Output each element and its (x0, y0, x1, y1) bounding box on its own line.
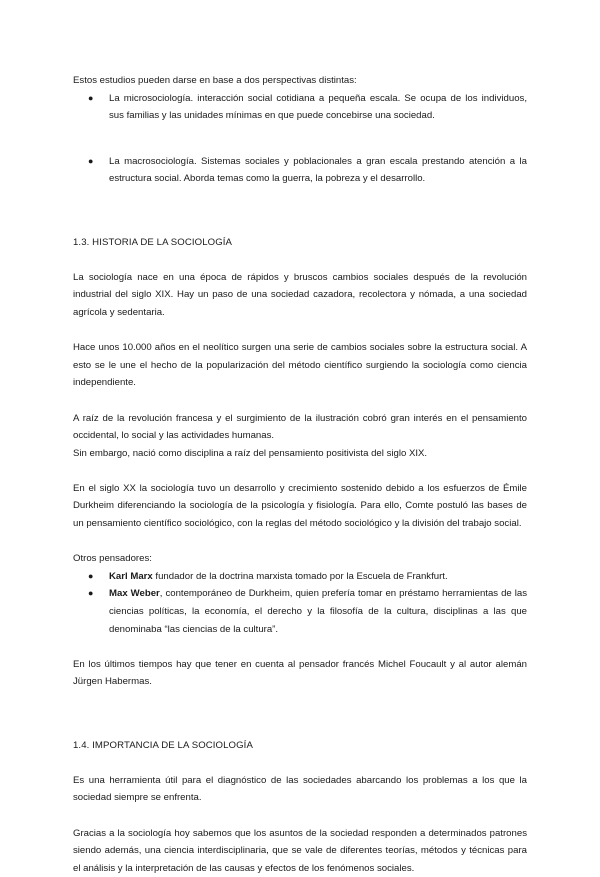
other-thinkers-label: Otros pensadores: (73, 553, 152, 565)
list-item (73, 568, 527, 586)
bullet-icon: ● (88, 155, 94, 166)
history-paragraph-5: En los últimos tiempos hay que tener en cuenta al pensador francés Michel Foucault y al autor alemán Jürgen Habermas. (73, 658, 527, 688)
microsociology-text: La microsociología. interacción social cotidiana a pequeña escala. Se ocupa de los individuos, sus familias y las unidades mínimas en que puede concebirse una sociedad. (109, 92, 527, 122)
section-heading-importance: 1.4. IMPORTANCIA DE LA SOCIOLOGÍA (73, 739, 253, 751)
intro-paragraph: Estos estudios pueden darse en base a dos perspectivas distintas: (73, 75, 357, 86)
history-paragraph-4: En el siglo XX la sociología tuvo un desarrollo y crecimiento sostenido debido a los esfuerzos de Émile Durkheim diferenciando la sociología de la psicología y fisiología. Para ello, Comte postuló las bases de un pensamiento científico sociológico, con la reglas del método sociológico y la división del trabajo social. (73, 482, 527, 530)
bullet-icon: ● (88, 570, 94, 581)
perspectives-list (73, 90, 527, 125)
list-item (73, 153, 527, 188)
thinker-name: Karl Marx (109, 570, 153, 582)
list-item (73, 90, 527, 125)
macrosociology-text: La macrosociología. Sistemas sociales y poblacionales a gran escala prestando atención a la estructura social. Aborda temas como la guerra, la pobreza y el desarrollo. (109, 155, 527, 185)
history-paragraph-3a: A raíz de la revolución francesa y el surgimiento de la ilustración cobró gran interés en el pensamiento occidental, lo social y las actividades humanas. (73, 412, 527, 442)
history-paragraph-1: La sociología nace en una época de rápidos y bruscos cambios sociales después de la revolución industrial del siglo XIX. Hay un paso de una sociedad cazadora, recolectora y nómada, a una sociedad agrícola y sedentaria. (73, 271, 527, 318)
importance-paragraph-1: Es una herramienta útil para el diagnóstico de las sociedades abarcando los problemas a los que la sociedad siempre se enfrenta. (73, 774, 527, 804)
section-heading-history: 1.3. HISTORIA DE LA SOCIOLOGÍA (73, 236, 233, 248)
thinker-description: , contemporáneo de Durkheim, quien prefería tomar en préstamo herramientas de las ciencias políticas, la economía, el derecho y la filosofía de la cultura, disciplinas a las que denominaba “las ciencias de la cultura”. (109, 588, 527, 635)
list-item (73, 585, 527, 638)
history-paragraph-2: Hace unos 10.000 años en el neolítico surgen una serie de cambios sociales sobre la estructura social. A esto se le une el hecho de la popularización del método científico surgiendo la sociología como ciencia independiente. (73, 342, 527, 389)
thinker-description: fundador de la doctrina marxista tomado por la Escuela de Frankfurt. (152, 570, 448, 582)
importance-paragraph-2: Gracias a la sociología hoy sabemos que los asuntos de la sociedad responden a determinados patrones siendo además, una ciencia interdisciplinaria, que se vale de diferentes teorías, métodos y técnicas para el análisis y la interpretación de las causas y efectos de los fenómenos sociales. (73, 827, 527, 874)
bullet-icon: ● (88, 588, 94, 599)
thinkers-list (73, 568, 527, 638)
perspectives-list-2 (73, 153, 527, 188)
thinker-name: Max Weber (109, 588, 160, 600)
bullet-icon: ● (88, 92, 94, 103)
history-paragraph-3b: Sin embargo, nació como disciplina a raíz del pensamiento positivista del siglo XIX. (73, 447, 428, 459)
